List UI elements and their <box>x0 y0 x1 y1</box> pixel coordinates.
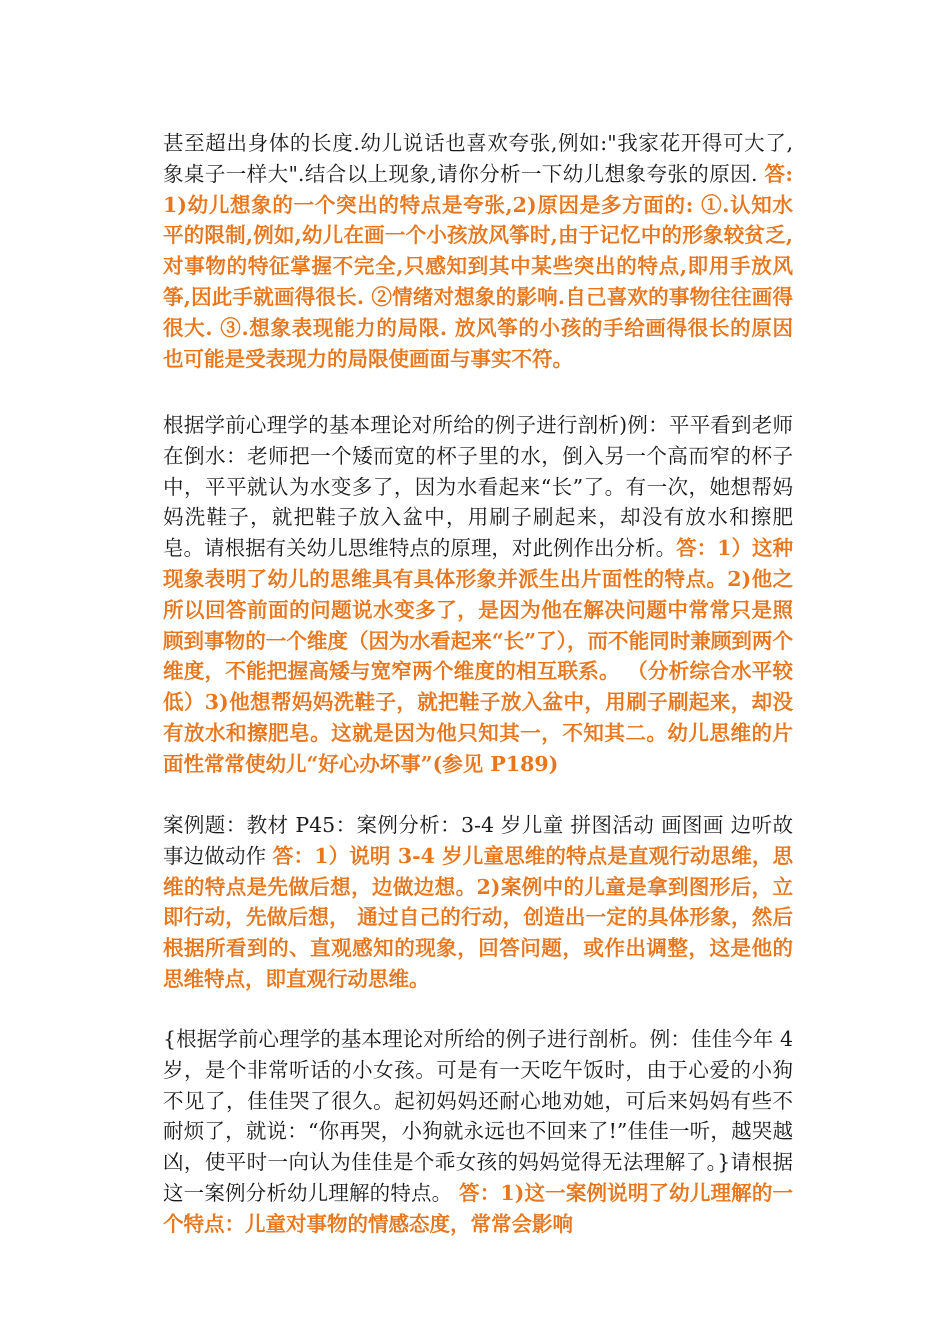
case-question-3: 案例题：教材 P45：案例分析：3-4 岁儿童 拼图活动 画图画 边听故事边做动作 <box>163 813 793 868</box>
case-answer-1: 答:1)幼儿想象的一个突出的特点是夸张,2)原因是多方面的: ①.认知水平的限制,例如,幼儿在画一个小孩放风筝时,由于记忆中的形象较贫乏,对事物的特征掌握不完全,只感知到其中某些突出的特点,即用手放风筝,因此手就画得很长. ②情绪对想象的影响.自己喜欢的事物往往画得很大. ③.想象表现能力的局限. 放风筝的小孩的手给画得很长的原因也可能是受表现力的局限使画面与事实不符。 <box>163 161 793 371</box>
case-answer-4: 答：1)这一案例说明了幼儿理解的一个特点：儿童对事物的情感态度，常常会影响 <box>163 1180 794 1236</box>
case-answer-2: 答：1）这种现象表明了幼儿的思维具有具体形象并派生出片面性的特点。2)他之所以回答前面的问题说水变多了，是因为他在解决问题中常常只是照顾到事物的一个维度（因为水看起来“长”了），而不能同时兼顾到两个维度，不能把握高矮与宽窄两个维度的相互联系。 （分析综合水平较低）3)他想帮妈妈洗鞋子，就把鞋子放入盆中，用刷子刷起来，却没有放水和擦肥皂。这就是因为他只知其一，不知其二。幼儿思维的片面性常常使幼儿“好心办坏事”(参见 P189) <box>163 536 794 776</box>
case-paragraph-3 <box>163 810 793 995</box>
case-paragraph-1 <box>163 128 793 374</box>
case-paragraph-4 <box>163 1024 793 1240</box>
case-answer-3: 答：1）说明 3-4 岁儿童思维的特点是直观行动思维，思维的特点是先做后想，边做边想。2)案例中的儿童是拿到图形后，立即行动，先做后想， 通过自己的行动，创造出一定的具体形象，然后根据所看到的、直观感知的现象，回答问题，或作出调整，这是他的思维特点，即直观行动思维。 <box>163 843 793 991</box>
case-question-2: 根据学前心理学的基本理论对所给的例子进行剖析)例：平平看到老师在倒水：老师把一个矮而宽的杯子里的水，倒入另一个高而窄的杯子中，平平就认为水变多了，因为水看起来“长”了。有一次，她想帮妈妈洗鞋子，就把鞋子放入盆中，用刷子刷起来，却没有放水和擦肥皂。请根据有关幼儿思维特点的原理，对此例作出分析。 <box>163 413 793 561</box>
case-paragraph-2 <box>163 410 793 780</box>
case-question-4: {根据学前心理学的基本理论对所给的例子进行剖析。例：佳佳今年 4 岁，是个非常听话的小女孩。可是有一天吃午饭时，由于心爱的小狗不见了，佳佳哭了很久。起初妈妈还耐心地劝她，可后来妈妈有些不耐烦了，就说：“你再哭，小狗就永远也不回来了!”佳佳一听，越哭越凶，使平时一向认为佳佳是个乖女孩的妈妈觉得无法理解了。}请根据这一案例分析幼儿理解的特点。 <box>163 1027 793 1205</box>
case-question-1: 甚至超出身体的长度.幼儿说话也喜欢夸张,例如:"我家花开得可大了,象桌子一样大".结合以上现象,请你分析一下幼儿想象夸张的原因. <box>163 131 793 186</box>
